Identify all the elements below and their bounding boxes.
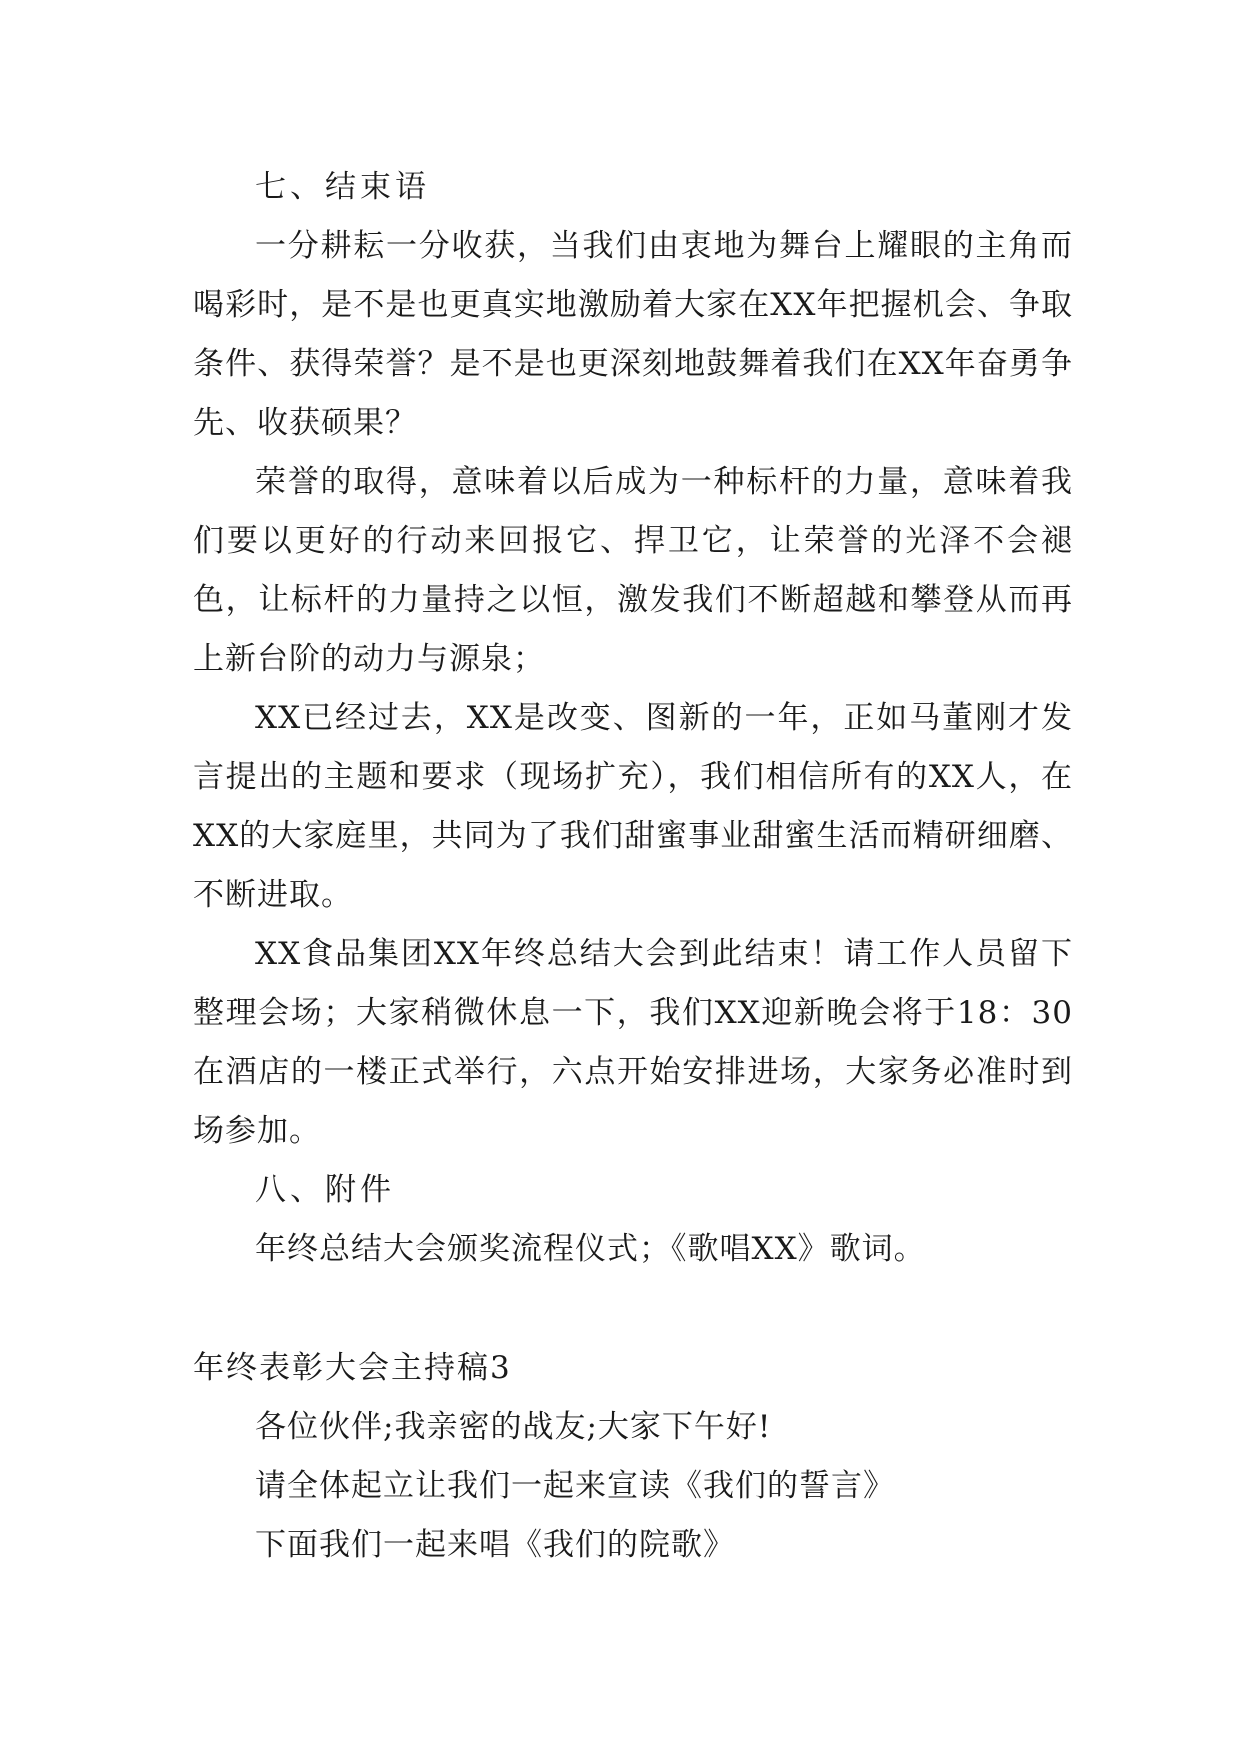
paragraph-honor: 荣誉的取得，意味着以后成为一种标杆的力量，意味着我们要以更好的行动来回报它、捍卫它，让荣誉的光泽不会褪色，让标杆的力量持之以恒，激发我们不断超越和攀登从而再上新台阶的动力与源泉；	[193, 464, 1073, 677]
paragraph-attachment: 年终总结大会颁奖流程仪式；《歌唱XX》歌词。	[255, 1231, 926, 1267]
document-body	[193, 158, 1073, 1575]
document-title: 年终表彰大会主持稿3	[193, 1350, 512, 1386]
song-line: 下面我们一起来唱《我们的院歌》	[255, 1527, 735, 1563]
paragraph-closing-announcement: XX食品集团XX年终总结大会到此结束！请工作人员留下整理会场；大家稍微休息一下，我们XX迎新晚会将于18：30在酒店的一楼正式举行，六点开始安排进场，大家务必准时到场参加。	[193, 936, 1073, 1149]
section-heading-conclusion: 七、结束语	[255, 169, 430, 205]
paragraph-harvest: 一分耕耘一分收获，当我们由衷地为舞台上耀眼的主角而喝彩时，是不是也更真实地激励着大家在XX年把握机会、争取条件、获得荣誉？是不是也更深刻地鼓舞着我们在XX年奋勇争先、收获硕果？	[193, 228, 1073, 441]
section-heading-attachment: 八、附件	[255, 1172, 395, 1208]
paragraph-new-year: XX已经过去，XX是改变、图新的一年，正如马董刚才发言提出的主题和要求（现场扩充），我们相信所有的XX人，在XX的大家庭里，共同为了我们甜蜜事业甜蜜生活而精研细磨、不断进取。	[193, 700, 1073, 913]
oath-line: 请全体起立让我们一起来宣读《我们的誓言》	[255, 1468, 895, 1504]
greeting-line: 各位伙伴;我亲密的战友;大家下午好!	[255, 1409, 772, 1445]
section-spacer	[193, 1279, 1073, 1339]
